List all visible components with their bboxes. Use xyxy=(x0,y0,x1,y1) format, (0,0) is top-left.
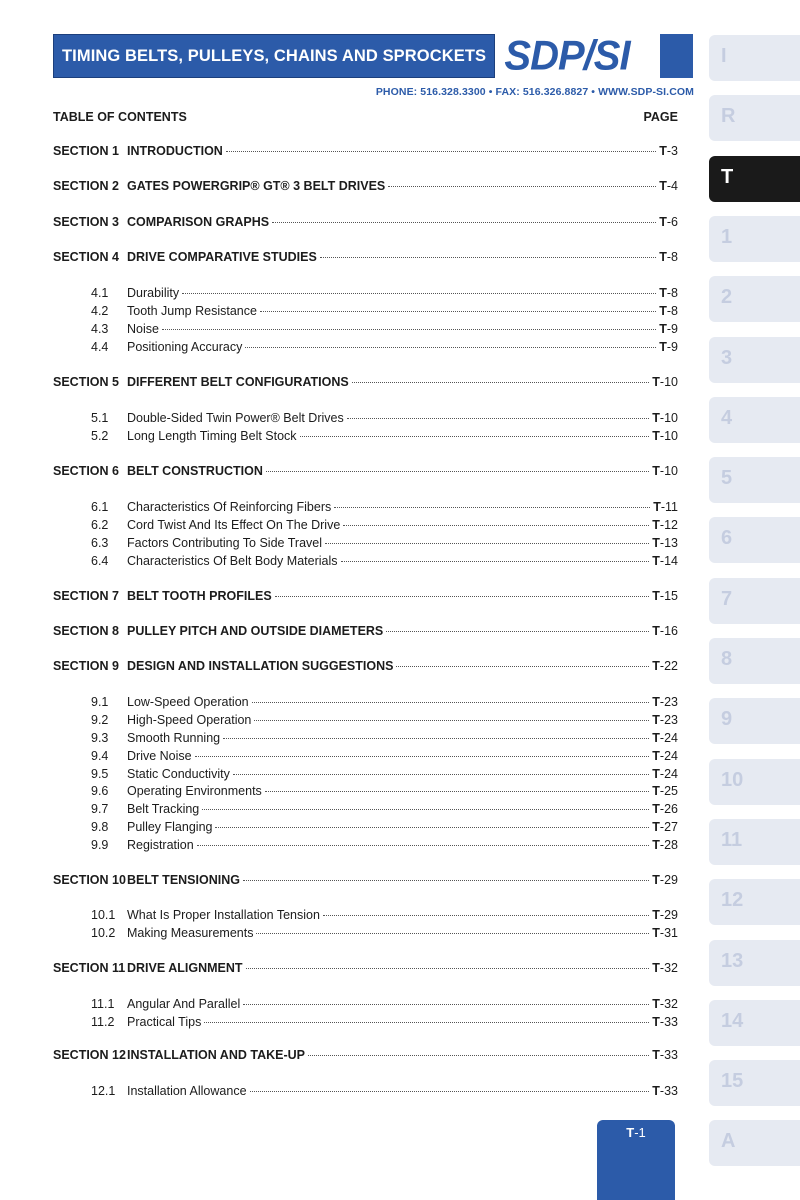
entry-title: DRIVE COMPARATIVE STUDIES xyxy=(127,250,317,264)
entry-title: Noise xyxy=(127,322,159,336)
entry-title: Operating Environments xyxy=(127,784,262,798)
toc-heading: TABLE OF CONTENTS xyxy=(53,110,187,124)
entry-page-prefix: T xyxy=(652,908,660,922)
toc-subsection-row xyxy=(53,339,678,356)
toc-section-row xyxy=(53,588,678,605)
entry-page-number: -24 xyxy=(659,767,678,781)
entry-title: What Is Proper Installation Tension xyxy=(127,908,320,922)
toc-subsection-row xyxy=(53,1014,678,1031)
entry-page xyxy=(652,960,678,977)
entry-number: 9.8 xyxy=(91,820,109,834)
entry-page-prefix: T xyxy=(652,375,660,389)
entry-page-number: -8 xyxy=(666,286,678,300)
entry-number: SECTION 12 xyxy=(53,1048,126,1062)
dot-leader xyxy=(182,293,656,294)
dot-leader xyxy=(260,311,656,312)
contact-info: PHONE: 516.328.3300 • FAX: 516.326.8827 • WWW.SDP-SI.COM xyxy=(375,86,694,98)
side-tab-t[interactable]: T xyxy=(709,156,800,202)
entry-number: 9.6 xyxy=(91,784,109,798)
dot-leader xyxy=(256,933,649,934)
entry-number: 5.2 xyxy=(91,429,109,443)
toc-subsection-row xyxy=(53,694,678,711)
entry-page-number: -26 xyxy=(659,802,678,816)
entry-number: 6.1 xyxy=(91,500,109,514)
toc-subsection-row xyxy=(53,766,678,783)
entry-title: High-Speed Operation xyxy=(127,713,252,727)
side-tab-10[interactable]: 10 xyxy=(709,759,800,805)
entry-title: Positioning Accuracy xyxy=(127,340,243,354)
entry-title: GATES POWERGRIP® GT® 3 BELT DRIVES xyxy=(127,179,386,193)
page-heading: PAGE xyxy=(643,110,678,124)
entry-title: Tooth Jump Resistance xyxy=(127,304,257,318)
entry-page-prefix: T xyxy=(659,215,667,229)
logo-text: SDP/SI xyxy=(504,32,630,79)
entry-page-prefix: T xyxy=(652,802,660,816)
dot-leader xyxy=(347,418,650,419)
dot-leader xyxy=(323,915,649,916)
entry-page-prefix: T xyxy=(652,589,660,603)
side-tab-4[interactable]: 4 xyxy=(709,397,800,443)
entry-page-number: -28 xyxy=(659,838,678,852)
entry-page xyxy=(652,712,678,729)
toc-section-row xyxy=(53,178,678,195)
entry-page-number: -33 xyxy=(659,1048,678,1062)
entry-page xyxy=(652,819,678,836)
entry-page-number: -3 xyxy=(666,144,678,158)
entry-title: Cord Twist And Its Effect On The Drive xyxy=(127,518,341,532)
entry-number: 9.3 xyxy=(91,731,109,745)
dot-leader xyxy=(266,471,649,472)
entry-number: SECTION 7 xyxy=(53,589,119,603)
entry-page-prefix: T xyxy=(659,304,667,318)
entry-title: BELT TENSIONING xyxy=(127,873,240,887)
toc-section-row xyxy=(53,214,678,231)
toc-subsection-row xyxy=(53,1083,678,1100)
entry-title: INSTALLATION AND TAKE-UP xyxy=(127,1048,305,1062)
entry-page-prefix: T xyxy=(659,179,667,193)
toc-subsection-row xyxy=(53,730,678,747)
side-tab-7[interactable]: 7 xyxy=(709,578,800,624)
dot-leader xyxy=(202,809,649,810)
entry-title: Characteristics Of Reinforcing Fibers xyxy=(127,500,332,514)
entry-page-prefix: T xyxy=(652,1084,660,1098)
entry-page-prefix: T xyxy=(652,873,660,887)
entry-page-number: -4 xyxy=(666,179,678,193)
entry-page-number: -25 xyxy=(659,784,678,798)
dot-leader xyxy=(197,845,650,846)
entry-page-prefix: T xyxy=(652,536,660,550)
dot-leader xyxy=(243,880,649,881)
entry-page-prefix: T xyxy=(652,411,660,425)
dot-leader xyxy=(252,702,650,703)
entry-title: INTRODUCTION xyxy=(127,144,223,158)
entry-title: BELT TOOTH PROFILES xyxy=(127,589,272,603)
side-tab-i[interactable]: I xyxy=(709,35,800,81)
entry-page xyxy=(652,658,678,675)
dot-leader xyxy=(245,347,656,348)
toc-section-row xyxy=(53,463,678,480)
entry-page-prefix: T xyxy=(652,1015,660,1029)
sdpsi-logo xyxy=(504,32,630,79)
entry-page xyxy=(659,178,678,195)
logo-block xyxy=(660,34,693,78)
entry-number: 10.1 xyxy=(91,908,116,922)
footer-page-prefix: T xyxy=(626,1125,635,1140)
dot-leader xyxy=(254,720,649,721)
entry-page-prefix: T xyxy=(652,624,660,638)
entry-page-prefix: T xyxy=(659,340,667,354)
dot-leader xyxy=(388,186,656,187)
entry-number: 9.7 xyxy=(91,802,109,816)
entry-page-number: -29 xyxy=(659,908,678,922)
entry-page xyxy=(652,766,678,783)
entry-number: SECTION 1 xyxy=(53,144,119,158)
entry-number: 9.4 xyxy=(91,749,109,763)
entry-page-prefix: T xyxy=(652,695,660,709)
entry-number: SECTION 8 xyxy=(53,624,119,638)
toc-header xyxy=(53,110,678,124)
toc-section-row xyxy=(53,872,678,889)
dot-leader xyxy=(215,827,649,828)
entry-title: Making Measurements xyxy=(127,926,254,940)
dot-leader xyxy=(243,1004,649,1005)
header-banner xyxy=(53,34,495,78)
entry-page xyxy=(652,801,678,818)
entry-page-prefix: T xyxy=(652,767,660,781)
entry-page-number: -24 xyxy=(659,749,678,763)
entry-title: DESIGN AND INSTALLATION SUGGESTIONS xyxy=(127,659,394,673)
toc-subsection-row xyxy=(53,712,678,729)
entry-number: 11.2 xyxy=(91,1015,115,1029)
entry-title: PULLEY PITCH AND OUTSIDE DIAMETERS xyxy=(127,624,384,638)
entry-page xyxy=(652,535,678,552)
entry-page-number: -24 xyxy=(659,731,678,745)
entry-page xyxy=(652,694,678,711)
dot-leader xyxy=(250,1091,650,1092)
entry-number: 5.1 xyxy=(91,411,109,425)
entry-page-prefix: T xyxy=(652,820,660,834)
side-tab-9[interactable]: 9 xyxy=(709,698,800,744)
entry-title: Smooth Running xyxy=(127,731,221,745)
entry-number: 6.4 xyxy=(91,554,109,568)
entry-page xyxy=(659,321,678,338)
entry-page-number: -10 xyxy=(659,411,678,425)
dot-leader xyxy=(300,436,650,437)
toc-subsection-row xyxy=(53,499,678,516)
toc-subsection-row xyxy=(53,285,678,302)
toc-subsection-row xyxy=(53,801,678,818)
entry-page xyxy=(659,249,678,266)
toc-subsection-row xyxy=(53,996,678,1013)
side-tab-8[interactable]: 8 xyxy=(709,638,800,684)
entry-page-number: -29 xyxy=(659,873,678,887)
entry-page-prefix: T xyxy=(652,554,660,568)
entry-title: Practical Tips xyxy=(127,1015,202,1029)
entry-page xyxy=(652,730,678,747)
entry-page-number: -12 xyxy=(659,518,678,532)
entry-page-number: -10 xyxy=(659,375,678,389)
entry-page-number: -14 xyxy=(659,554,678,568)
entry-page xyxy=(652,410,678,427)
entry-number: SECTION 11 xyxy=(53,961,126,975)
entry-title: Durability xyxy=(127,286,180,300)
entry-title: Installation Allowance xyxy=(127,1084,247,1098)
dot-leader xyxy=(272,222,656,223)
side-tab-5[interactable]: 5 xyxy=(709,457,800,503)
entry-title: Factors Contributing To Side Travel xyxy=(127,536,323,550)
side-tab-1[interactable]: 1 xyxy=(709,216,800,262)
entry-page xyxy=(652,925,678,942)
dot-leader xyxy=(233,774,649,775)
entry-title: Long Length Timing Belt Stock xyxy=(127,429,297,443)
entry-number: 4.3 xyxy=(91,322,109,336)
entry-title: Pulley Flanging xyxy=(127,820,213,834)
entry-page-number: -11 xyxy=(660,500,678,514)
entry-number: SECTION 4 xyxy=(53,250,119,264)
entry-page-prefix: T xyxy=(652,838,660,852)
entry-page-number: -33 xyxy=(659,1015,678,1029)
dot-leader xyxy=(246,968,650,969)
side-tab-12[interactable]: 12 xyxy=(709,879,800,925)
entry-page-number: -27 xyxy=(659,820,678,834)
entry-page xyxy=(659,143,678,160)
side-tab-14[interactable]: 14 xyxy=(709,1000,800,1046)
entry-page-prefix: T xyxy=(652,997,660,1011)
toc-subsection-row xyxy=(53,535,678,552)
entry-page-number: -6 xyxy=(666,215,678,229)
entry-number: 9.2 xyxy=(91,713,109,727)
entry-title: Registration xyxy=(127,838,194,852)
entry-title: Static Conductivity xyxy=(127,767,230,781)
side-tab-3[interactable]: 3 xyxy=(709,337,800,383)
entry-page xyxy=(652,837,678,854)
entry-page-number: -9 xyxy=(666,322,678,336)
entry-page xyxy=(652,1083,678,1100)
entry-page xyxy=(652,623,678,640)
toc-section-row xyxy=(53,374,678,391)
entry-title: Drive Noise xyxy=(127,749,192,763)
entry-title: COMPARISON GRAPHS xyxy=(127,215,270,229)
side-tab-11[interactable]: 11 xyxy=(709,819,800,865)
entry-page xyxy=(652,783,678,800)
entry-page xyxy=(652,463,678,480)
entry-page xyxy=(653,499,678,516)
entry-page-number: -15 xyxy=(659,589,678,603)
entry-page-prefix: T xyxy=(652,749,660,763)
entry-page-number: -9 xyxy=(666,340,678,354)
entry-page-prefix: T xyxy=(652,784,660,798)
toc-subsection-row xyxy=(53,303,678,320)
dot-leader xyxy=(320,257,656,258)
entry-number: SECTION 5 xyxy=(53,375,119,389)
dot-leader xyxy=(343,525,649,526)
entry-page-number: -13 xyxy=(659,536,678,550)
dot-leader xyxy=(204,1022,649,1023)
entry-number: 12.1 xyxy=(91,1084,116,1098)
entry-page xyxy=(652,872,678,889)
dot-leader xyxy=(226,151,656,152)
entry-page-prefix: T xyxy=(652,659,660,673)
side-tab-r[interactable]: R xyxy=(709,95,800,141)
entry-page xyxy=(652,907,678,924)
entry-page-prefix: T xyxy=(652,464,660,478)
entry-page-number: -23 xyxy=(659,695,678,709)
entry-number: 4.2 xyxy=(91,304,109,318)
side-tab-a[interactable]: A xyxy=(709,1120,800,1166)
toc-subsection-row xyxy=(53,783,678,800)
entry-number: SECTION 3 xyxy=(53,215,119,229)
entry-number: 4.4 xyxy=(91,340,109,354)
side-tab-15[interactable]: 15 xyxy=(709,1060,800,1106)
toc-section-row xyxy=(53,658,678,675)
toc-subsection-row xyxy=(53,428,678,445)
entry-title: DIFFERENT BELT CONFIGURATIONS xyxy=(127,375,349,389)
entry-page xyxy=(652,1014,678,1031)
entry-page xyxy=(659,285,678,302)
dot-leader xyxy=(334,507,650,508)
entry-page-prefix: T xyxy=(659,144,667,158)
entry-page-number: -8 xyxy=(666,250,678,264)
dot-leader xyxy=(162,329,656,330)
entry-page xyxy=(652,1047,678,1064)
dot-leader xyxy=(195,756,650,757)
entry-title: Double-Sided Twin Power® Belt Drives xyxy=(127,411,344,425)
footer-page-number: -1 xyxy=(634,1125,646,1140)
toc-section-row xyxy=(53,623,678,640)
entry-page-prefix: T xyxy=(652,518,660,532)
footer-page-tab xyxy=(597,1120,675,1200)
dot-leader xyxy=(341,561,650,562)
entry-number: SECTION 2 xyxy=(53,179,119,193)
entry-number: 11.1 xyxy=(91,997,115,1011)
dot-leader xyxy=(265,791,649,792)
entry-page xyxy=(652,517,678,534)
entry-page-prefix: T xyxy=(652,1048,660,1062)
side-tab-13[interactable]: 13 xyxy=(709,940,800,986)
entry-number: 9.9 xyxy=(91,838,109,852)
toc-subsection-row xyxy=(53,517,678,534)
entry-page xyxy=(652,553,678,570)
entry-number: SECTION 9 xyxy=(53,659,119,673)
toc-subsection-row xyxy=(53,553,678,570)
page-title: TIMING BELTS, PULLEYS, CHAINS AND SPROCKETS xyxy=(62,46,487,65)
entry-number: SECTION 6 xyxy=(53,464,119,478)
toc-subsection-row xyxy=(53,321,678,338)
toc-subsection-row xyxy=(53,925,678,942)
toc-subsection-row xyxy=(53,410,678,427)
entry-title: Low-Speed Operation xyxy=(127,695,249,709)
entry-number: 6.3 xyxy=(91,536,109,550)
dot-leader xyxy=(325,543,649,544)
entry-page-prefix: T xyxy=(653,500,661,514)
entry-page-prefix: T xyxy=(659,250,667,264)
entry-page-number: -32 xyxy=(659,997,678,1011)
side-tab-2[interactable]: 2 xyxy=(709,276,800,322)
entry-number: 9.1 xyxy=(91,695,109,709)
toc-subsection-row xyxy=(53,748,678,765)
dot-leader xyxy=(275,596,650,597)
entry-page xyxy=(652,748,678,765)
entry-page-prefix: T xyxy=(652,713,660,727)
dot-leader xyxy=(396,666,649,667)
entry-page xyxy=(659,303,678,320)
entry-number: 6.2 xyxy=(91,518,109,532)
entry-page-number: -16 xyxy=(659,624,678,638)
entry-page xyxy=(652,428,678,445)
toc-section-row xyxy=(53,143,678,160)
toc-section-row xyxy=(53,249,678,266)
entry-page xyxy=(652,588,678,605)
entry-title: DRIVE ALIGNMENT xyxy=(127,961,243,975)
entry-title: Angular And Parallel xyxy=(127,997,241,1011)
entry-page-number: -10 xyxy=(659,464,678,478)
entry-page-number: -8 xyxy=(666,304,678,318)
entry-page-number: -10 xyxy=(659,429,678,443)
entry-page xyxy=(652,996,678,1013)
entry-page xyxy=(659,214,678,231)
entry-page xyxy=(659,339,678,356)
entry-title: Characteristics Of Belt Body Materials xyxy=(127,554,338,568)
entry-number: 9.5 xyxy=(91,767,109,781)
entry-number: 4.1 xyxy=(91,286,109,300)
entry-page-prefix: T xyxy=(652,731,660,745)
dot-leader xyxy=(386,631,649,632)
entry-page-number: -33 xyxy=(659,1084,678,1098)
toc-subsection-row xyxy=(53,837,678,854)
dot-leader xyxy=(308,1055,649,1056)
entry-page-prefix: T xyxy=(652,926,660,940)
entry-page-prefix: T xyxy=(652,961,660,975)
toc-subsection-row xyxy=(53,907,678,924)
entry-page-number: -32 xyxy=(659,961,678,975)
entry-page xyxy=(652,374,678,391)
entry-number: 10.2 xyxy=(91,926,116,940)
entry-page-number: -23 xyxy=(659,713,678,727)
entry-title: Belt Tracking xyxy=(127,802,200,816)
toc-subsection-row xyxy=(53,819,678,836)
toc-section-row xyxy=(53,1047,678,1064)
dot-leader xyxy=(352,382,650,383)
entry-page-number: -22 xyxy=(659,659,678,673)
entry-title: BELT CONSTRUCTION xyxy=(127,464,263,478)
entry-page-number: -31 xyxy=(659,926,678,940)
dot-leader xyxy=(223,738,649,739)
side-tab-6[interactable]: 6 xyxy=(709,517,800,563)
entry-page-prefix: T xyxy=(652,429,660,443)
entry-page-prefix: T xyxy=(659,322,667,336)
toc-section-row xyxy=(53,960,678,977)
entry-page-prefix: T xyxy=(659,286,667,300)
entry-number: SECTION 10 xyxy=(53,873,126,887)
